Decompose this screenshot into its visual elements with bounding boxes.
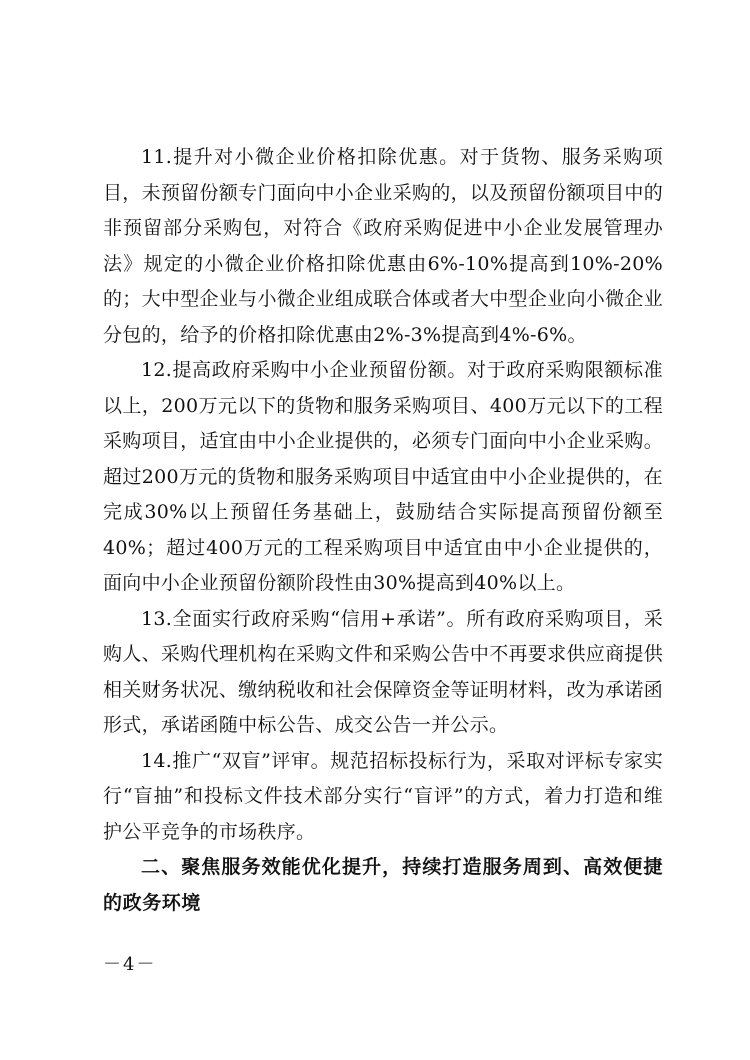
paragraph-12-body: 对于政府采购限额标准以上，200万元以下的货物和服务采购项目、400万元以下的工程采购项目，适宜由中小企业提供的，必须专门面向中小企业采购。超过200万元的货物和服务采购项目中适宜由中小企业提供的，在完成30%以上预留任务基础上，鼓励结合实际提高预留份额至40%；超过400万元的工程采购项目中适宜由中小企业提供的，面向中小企业预留份额阶段性由30%提高到40%以上。 <box>103 359 663 594</box>
paragraph-12 <box>103 353 663 602</box>
section-heading: 二、聚焦服务效能优化提升，持续打造服务周到、高效便捷的政务环境 <box>103 856 663 914</box>
paragraph-13 <box>103 602 663 744</box>
paragraph-11-lead: 11.提升对小微企业价格扣除优惠。 <box>141 146 460 168</box>
paragraph-14-lead: 14.推广“双盲”评审。 <box>141 749 331 772</box>
paragraph-13-lead: 13.全面实行政府采购“信用+承诺”。 <box>141 607 467 630</box>
paragraph-11-body: 对于货物、服务采购项目，未预留份额专门面向中小企业采购的，以及预留份额项目中的非预留部分采购包，对符合《政府采购促进中小企业发展管理办法》规定的小微企业价格扣除优惠由6%-10%提高到10%-20%的；大中型企业与小微企业组成联合体或者大中型企业向小微企业分包的，给予的价格扣除优惠由2%-3%提高到4%-6%。 <box>103 146 663 346</box>
paragraph-14 <box>103 744 663 851</box>
document-body <box>103 140 663 921</box>
paragraph-11 <box>103 140 663 353</box>
paragraph-13-body: 所有政府采购项目，采购人、采购代理机构在采购文件和采购公告中不再要求供应商提供相关财务状况、缴纳税收和社会保障资金等证明材料，改为承诺函形式，承诺函随中标公告、成交公告一并公示。 <box>103 607 663 736</box>
paragraph-12-lead: 12.提高政府采购中小企业预留份额。 <box>141 359 467 381</box>
page-number: －4－ <box>103 954 157 975</box>
paragraph-14-body: 规范招标投标行为，采取对评标专家实行“盲抽”和投标文件技术部分实行“盲评”的方式，着力打造和维护公平竞争的市场秩序。 <box>103 749 663 843</box>
